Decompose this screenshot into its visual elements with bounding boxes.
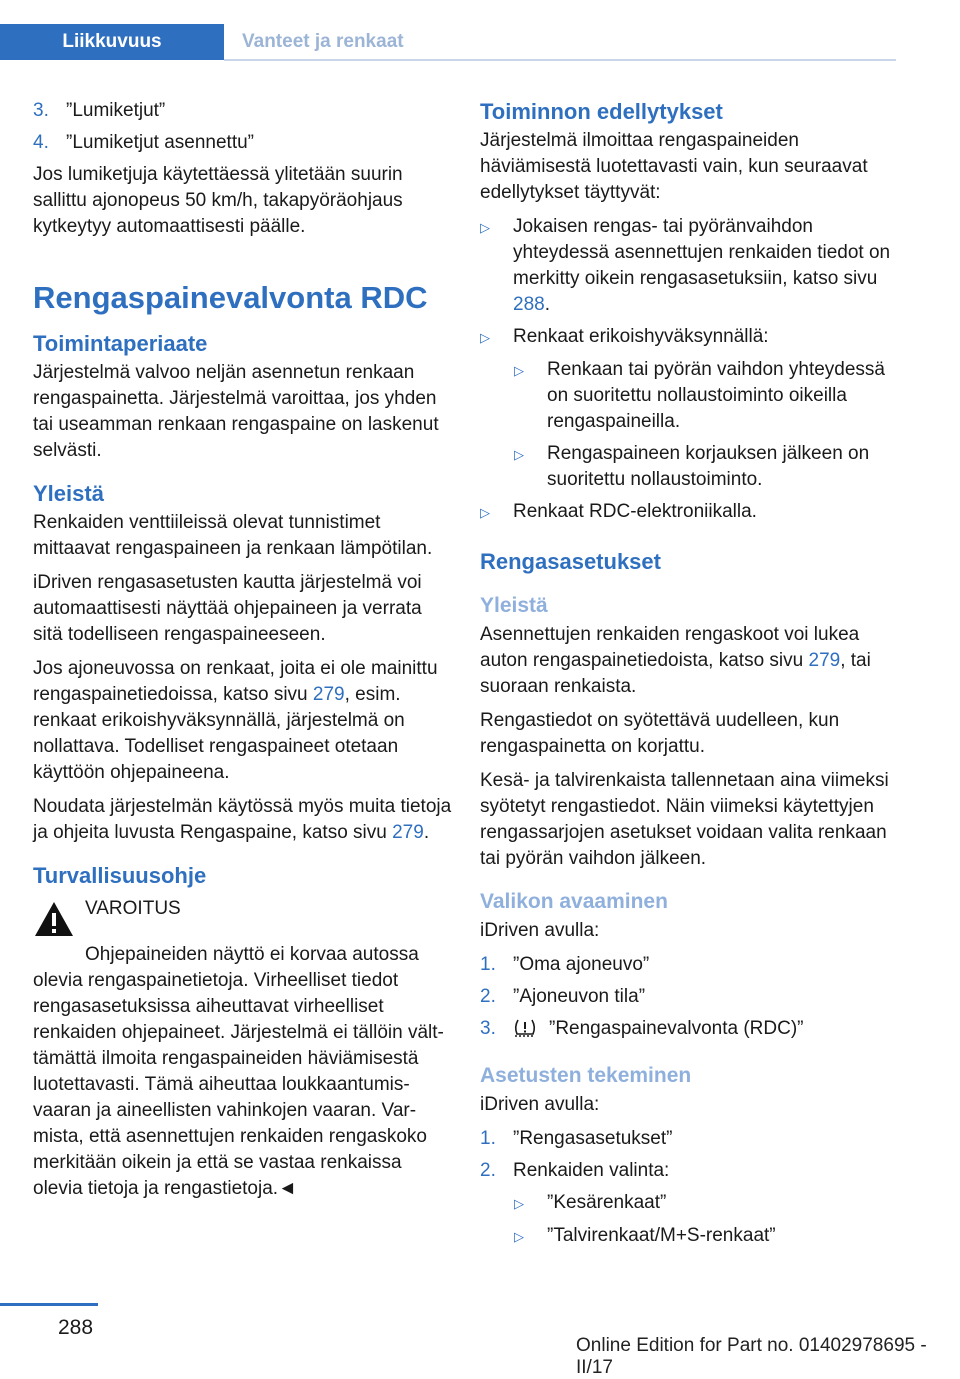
list-item bbox=[514, 357, 900, 435]
list-number: 2. bbox=[480, 1160, 496, 1181]
list-text: Rengaspaineen korjauksen jälkeen on suoritettu nollaustoiminto. bbox=[547, 443, 870, 490]
paragraph bbox=[33, 794, 453, 846]
bullet-icon: ▷ bbox=[514, 447, 524, 462]
list-number: 1. bbox=[480, 954, 496, 975]
text: Jos ajoneuvossa on renkaat, joita ei ole mainittu rengaspainetiedoissa, katso sivu bbox=[33, 658, 438, 705]
list-number: 3. bbox=[33, 100, 49, 121]
heading-asetusten-tekeminen: Asetusten tekeminen bbox=[480, 1064, 692, 1087]
bullet-icon: ▷ bbox=[514, 1229, 524, 1244]
paragraph: iDriven avulla: bbox=[480, 920, 600, 941]
list-text: ”Oma ajoneuvo” bbox=[513, 954, 650, 975]
list-item bbox=[480, 1016, 900, 1046]
list-number: 3. bbox=[480, 1018, 496, 1039]
paragraph bbox=[480, 622, 900, 700]
header-tabs bbox=[0, 24, 404, 60]
list-text: ”Talvirenkaat/M+S-renkaat” bbox=[547, 1225, 776, 1246]
warning-title: VAROITUS bbox=[85, 898, 181, 919]
bullet-icon: ▷ bbox=[514, 1196, 524, 1211]
header-tab-inactive: Vanteet ja renkaat bbox=[242, 31, 404, 52]
page-link[interactable]: 288 bbox=[513, 294, 545, 315]
text: ”Rengaspainevalvonta (RDC)” bbox=[549, 1018, 804, 1039]
edition-note: Online Edition for Part no. 01402978695 - II/17 bbox=[576, 1335, 927, 1378]
heading-valikon-avaaminen: Valikon avaaminen bbox=[480, 890, 668, 913]
paragraph: Rengastiedot on syötettävä uudelleen, kun rengaspainetta on korjattu. bbox=[480, 710, 840, 757]
right-column bbox=[480, 98, 900, 1256]
text: Jokaisen rengas- tai pyöränvaihdon yhteydessä asennettujen renkaiden tiedot on merkitty oikein rengasasetuksiin, katso sivu bbox=[513, 216, 891, 289]
list-number: 1. bbox=[480, 1128, 496, 1149]
list-item bbox=[514, 1190, 900, 1217]
footer-divider bbox=[0, 1303, 98, 1306]
left-column bbox=[33, 98, 453, 1210]
text: , esim. renkaat erikoishyväksynnällä, järjestelmä on nollattava. Todelliset rengaspaineet otetaan käyttöön ohjepaineena. bbox=[33, 684, 405, 783]
text: . bbox=[544, 294, 550, 315]
paragraph-toimintaperiaate: Järjestelmä valvoo neljän asennetun renkaan rengaspainetta. Järjestelmä varoittaa, jos yhden tai useamman renkaan rengaspaine on laskenut selvästi. bbox=[33, 362, 439, 461]
bullet-icon: ▷ bbox=[514, 363, 524, 378]
warning-triangle-icon bbox=[33, 896, 85, 946]
list-text: ”Lumiketjut” bbox=[66, 100, 166, 121]
list-item bbox=[480, 214, 900, 318]
header-divider bbox=[224, 59, 896, 61]
list-item bbox=[480, 1158, 900, 1184]
paragraph bbox=[33, 656, 453, 786]
bullet-icon: ▷ bbox=[480, 330, 490, 345]
warning-block bbox=[33, 896, 453, 946]
text: , tai suoraan renkaista. bbox=[480, 650, 871, 697]
list-text: ”Ajoneuvon tila” bbox=[513, 986, 646, 1007]
list-text: Renkaan tai pyörän vaihdon yhteydessä on suoritettu nollaustoiminto oikeilla rengaspaineilla. bbox=[547, 359, 886, 432]
list-text: ”Rengasasetukset” bbox=[513, 1128, 673, 1149]
list-text: Renkaat erikoishyväksynnällä: bbox=[513, 326, 769, 347]
list-item bbox=[480, 324, 900, 351]
heading-yleista: Yleistä bbox=[33, 481, 104, 506]
paragraph: iDriven rengasasetusten kautta järjestelmä voi automaattisesti näyttää ohjepaineen ja verrata sitä todelliseen rengaspaineeseen. bbox=[33, 572, 422, 645]
tire-pressure-icon bbox=[513, 1018, 537, 1046]
paragraph-edellytykset: Järjestelmä ilmoittaa rengaspaineiden häviämisestä luotettavasti vain, kun seuraavat edellytykset täyttyvät: bbox=[480, 130, 868, 203]
heading-toimintaperiaate: Toimintaperiaate bbox=[33, 331, 208, 356]
list-item bbox=[514, 441, 900, 493]
text: Noudata järjestelmän käytössä myös muita tietoja ja ohjeita luvusta Rengaspaine, katso sivu bbox=[33, 796, 452, 843]
list-text: Renkaat RDC-elektroniikalla. bbox=[513, 501, 757, 522]
text: Asennettujen renkaiden rengaskoot voi lukea auton rengaspainetiedoista, katso sivu bbox=[480, 624, 860, 671]
list-text bbox=[513, 1016, 804, 1046]
list-number: 2. bbox=[480, 986, 496, 1007]
list-item bbox=[514, 1223, 900, 1250]
section-title: Rengaspainevalvonta RDC bbox=[33, 280, 428, 315]
bullet-icon: ▷ bbox=[480, 505, 490, 520]
heading-edellytykset: Toiminnon edellytykset bbox=[480, 99, 723, 124]
heading-turvallisuusohje: Turvallisuusohje bbox=[33, 863, 207, 888]
list-number: 4. bbox=[33, 132, 49, 153]
paragraph: Renkaiden venttiileissä olevat tunnistimet mittaavat rengaspaineen ja renkaan lämpötilan. bbox=[33, 512, 433, 559]
page-number: 288 bbox=[58, 1316, 94, 1339]
paragraph: iDriven avulla: bbox=[480, 1094, 600, 1115]
list-item bbox=[480, 952, 900, 978]
list-item bbox=[480, 1126, 900, 1152]
list-text: Renkaiden valinta: bbox=[513, 1160, 670, 1181]
list-text: ”Kesärenkaat” bbox=[547, 1192, 667, 1213]
list-item bbox=[33, 98, 453, 124]
page-link[interactable]: 279 bbox=[392, 822, 424, 843]
list-item bbox=[33, 130, 453, 156]
page-link[interactable]: 279 bbox=[312, 684, 345, 705]
paragraph-lumiketjut: Jos lumiketjuja käytettäessä ylitetään suurin sallittu ajonopeus 50 km/h, takapyöräohjaus kytkeytyy automaattisesti päälle. bbox=[33, 164, 403, 237]
list-text: ”Lumiketjut asennettu” bbox=[66, 132, 254, 153]
paragraph: Kesä- ja talvirenkaista tallennetaan aina viimeksi syötetyt rengastiedot. Näin viimeksi käytettyjen rengassarjojen asetukset voidaan valita renkaan tai pyörän vaihdon jälkeen. bbox=[480, 770, 889, 869]
list-item bbox=[480, 984, 900, 1010]
header-tab-active: Liikkuvuus bbox=[0, 24, 224, 60]
bullet-icon: ▷ bbox=[480, 220, 490, 235]
page-link[interactable]: 279 bbox=[808, 650, 841, 671]
heading-rengasasetukset: Rengasasetukset bbox=[480, 549, 661, 574]
heading-yleista: Yleistä bbox=[480, 594, 548, 617]
list-item bbox=[480, 499, 900, 526]
text: . bbox=[423, 822, 430, 843]
warning-text: Ohjepaineiden näyttö ei korvaa autossa olevia rengaspainetietoja. Virheelliset tiedot rengasasetuksissa aiheuttavat virheelliset renkaiden ohjepaineet. Järjestelmä ei tällöin välttämättä ilmoita rengaspaineiden häviämisestä luotettavasti. Tämä aiheuttaa loukkaantumisvaaran ja aineellisten vahinkojen vaaran. Varmista, että asennettujen renkaiden rengaskoko merkitään oikein ja että se vastaa renkaissa olevia tietoja ja rengastietoja.◄ bbox=[33, 944, 444, 1199]
list-text bbox=[513, 214, 900, 318]
